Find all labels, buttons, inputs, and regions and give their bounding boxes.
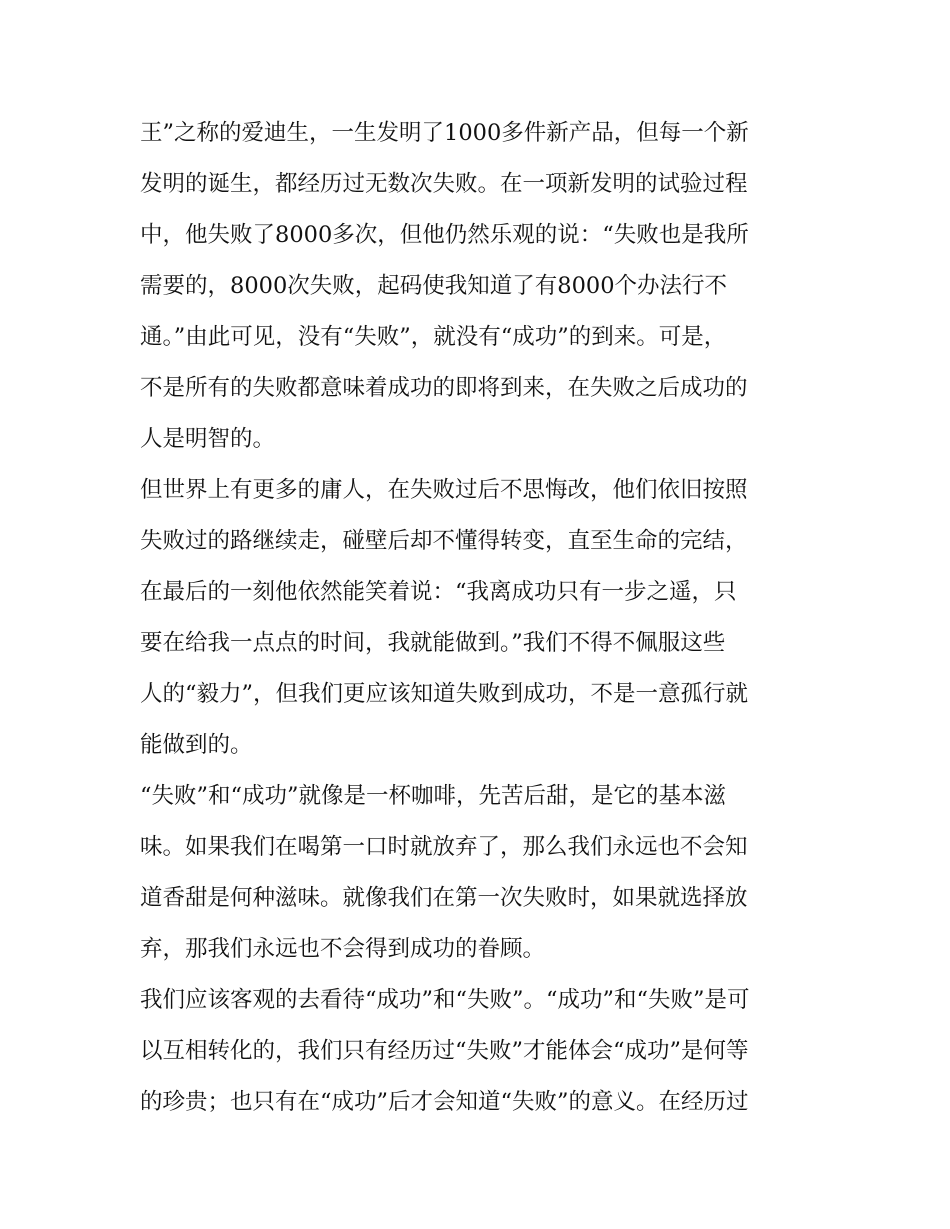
- text-line: 我们应该客观的去看待“成功”和“失败”。“成功”和“失败”是可: [140, 987, 750, 1013]
- text-line: 失败过的路继续走，碰壁后却不懂得转变，直至生命的完结，: [140, 528, 748, 554]
- text-line: 弃，那我们永远也不会得到成功的眷顾。: [140, 936, 546, 962]
- text-line: 以互相转化的，我们只有经历过“失败”才能体会“成功”是何等: [140, 1038, 749, 1064]
- text-line: 但世界上有更多的庸人，在失败过后不思悔改，他们依旧按照: [140, 477, 748, 503]
- document-body-text: [140, 108, 820, 1128]
- text-line: 在最后的一刻他依然能笑着说：“我离成功只有一步之遥，只: [140, 579, 737, 605]
- text-line: 发明的诞生，都经历过无数次失败。在一项新发明的试验过程: [140, 171, 748, 197]
- text-line: 中，他失败了8000多次，但他仍然乐观的说：“失败也是我所: [140, 222, 749, 248]
- text-line: 不是所有的失败都意味着成功的即将到来，在失败之后成功的: [140, 375, 748, 401]
- text-line: 人的“毅力”，但我们更应该知道失败到成功，不是一意孤行就: [140, 681, 749, 707]
- text-line: 通。”由此可见，没有“失败”，就没有“成功”的到来。可是，: [140, 324, 727, 350]
- text-line: 人是明智的。: [140, 426, 276, 452]
- text-line: “失败”和“成功”就像是一杯咖啡，先苦后甜，是它的基本滋: [140, 783, 727, 809]
- text-line: 道香甜是何种滋味。就像我们在第一次失败时，如果就选择放: [140, 885, 748, 911]
- text-line: 需要的，8000次失败，起码使我知道了有8000个办法行不: [140, 273, 728, 299]
- text-line: 的珍贵；也只有在“成功”后才会知道“失败”的意义。在经历过: [140, 1089, 749, 1115]
- text-line: 味。如果我们在喝第一口时就放弃了，那么我们永远也不会知: [140, 834, 748, 860]
- text-line: 能做到的。: [140, 732, 253, 758]
- text-line: 要在给我一点点的时间，我就能做到。”我们不得不佩服这些: [140, 630, 726, 656]
- text-line: 王”之称的爱迪生，一生发明了1000多件新产品，但每一个新: [140, 120, 749, 146]
